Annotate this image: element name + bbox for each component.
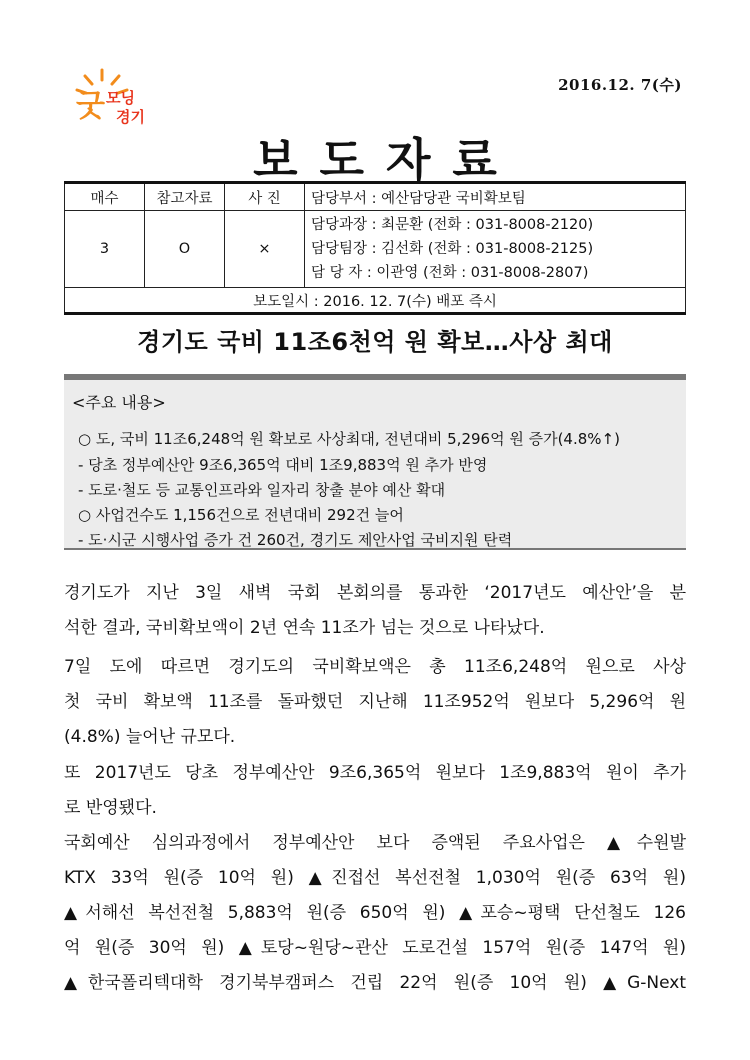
body-line: ▲한국폴리텍대학 경기북부캠퍼스 건립 22억 원(증 10억 원) ▲G-Next <box>64 973 686 993</box>
body-line: (4.8%) 늘어난 규모다. <box>64 727 236 747</box>
value-pages: 3 <box>65 211 145 288</box>
department: 담당부서 : 예산담당관 국비확보팀 <box>305 183 686 211</box>
value-photo: × <box>225 211 305 288</box>
svg-text:모닝: 모닝 <box>106 89 135 107</box>
document-title: 보도자료 <box>253 133 519 187</box>
gyeonggi-logo <box>72 66 172 128</box>
summary-line: - 도·시군 시행사업 증가 건 260건, 경기도 제안사업 국비지원 탄력 <box>78 531 513 549</box>
body-line: ▲서해선 복선전철 5,883억 원(증 650억 원) ▲포승~평택 단선철도 126 <box>64 903 686 923</box>
body-line: 첫 국비 확보액 11조를 돌파했던 지난해 11조952억 원보다 5,296억 원 <box>64 692 686 712</box>
summary-line: ○ 사업건수도 1,156건으로 전년대비 292건 늘어 <box>78 506 404 524</box>
release-date: 2016.12. 7(수) <box>558 76 682 94</box>
press-info-table <box>64 181 686 315</box>
body-line: 억 원(증 30억 원) ▲토당~원당~관산 도로건설 157억 원(증 147억 원) <box>64 938 686 958</box>
svg-text:굿: 굿 <box>76 89 105 124</box>
body-line: 경기도가 지난 3일 새벽 국회 본회의를 통과한 ‘2017년도 예산안’을 분 <box>64 583 686 603</box>
body-line: 로 반영됐다. <box>64 798 157 818</box>
header-photo: 사 진 <box>225 183 305 211</box>
body-paragraph-3 <box>64 756 686 826</box>
contact-team-lead: 담당팀장 : 김선화 (전화 : 031-8008-2125) <box>311 241 594 257</box>
headline: 경기도 국비 11조6천억 원 확보…사상 최대 <box>137 328 613 356</box>
body-line: 석한 결과, 국비확보액이 2년 연속 11조가 넘는 것으로 나타났다. <box>64 618 545 638</box>
summary-box <box>64 374 686 550</box>
body-line: KTX 33억 원(증 10억 원) ▲진접선 복선전철 1,030억 원(증 63억 원) <box>64 868 686 888</box>
body-line: 7일 도에 따르면 경기도의 국비확보액은 총 11조6,248억 원으로 사상 <box>64 657 686 677</box>
body-paragraph-4 <box>64 826 686 1001</box>
contact-director: 담당과장 : 최문환 (전화 : 031-8008-2120) <box>311 217 594 233</box>
summary-line: ○ 도, 국비 11조6,248억 원 확보로 사상최대, 전년대비 5,296억 원 증가(4.8%↑) <box>78 430 620 448</box>
value-reference: O <box>145 211 225 288</box>
svg-text:경기: 경기 <box>116 108 145 126</box>
summary-line: - 도로·철도 등 교통인프라와 일자리 창출 분야 예산 확대 <box>78 481 446 499</box>
release-time: 보도일시 : 2016. 12. 7(수) 배포 즉시 <box>65 288 686 314</box>
summary-line: - 당초 정부예산안 9조6,365억 대비 1조9,883억 원 추가 반영 <box>78 456 488 474</box>
body-line: 국회예산 심의과정에서 정부예산안 보다 증액된 주요사업은 ▲수원발 <box>64 833 686 853</box>
header-pages: 매수 <box>65 183 145 211</box>
body-paragraph-2 <box>64 650 686 755</box>
body-line: 또 2017년도 당초 정부예산안 9조6,365억 원보다 1조9,883억 원이 추가 <box>64 763 686 783</box>
summary-title: <주요 내용> <box>72 393 166 412</box>
contacts-cell <box>305 211 686 288</box>
body-paragraph-1 <box>64 576 686 646</box>
contact-staff: 담 당 자 : 이관영 (전화 : 031-8008-2807) <box>311 265 589 281</box>
header-reference: 참고자료 <box>145 183 225 211</box>
